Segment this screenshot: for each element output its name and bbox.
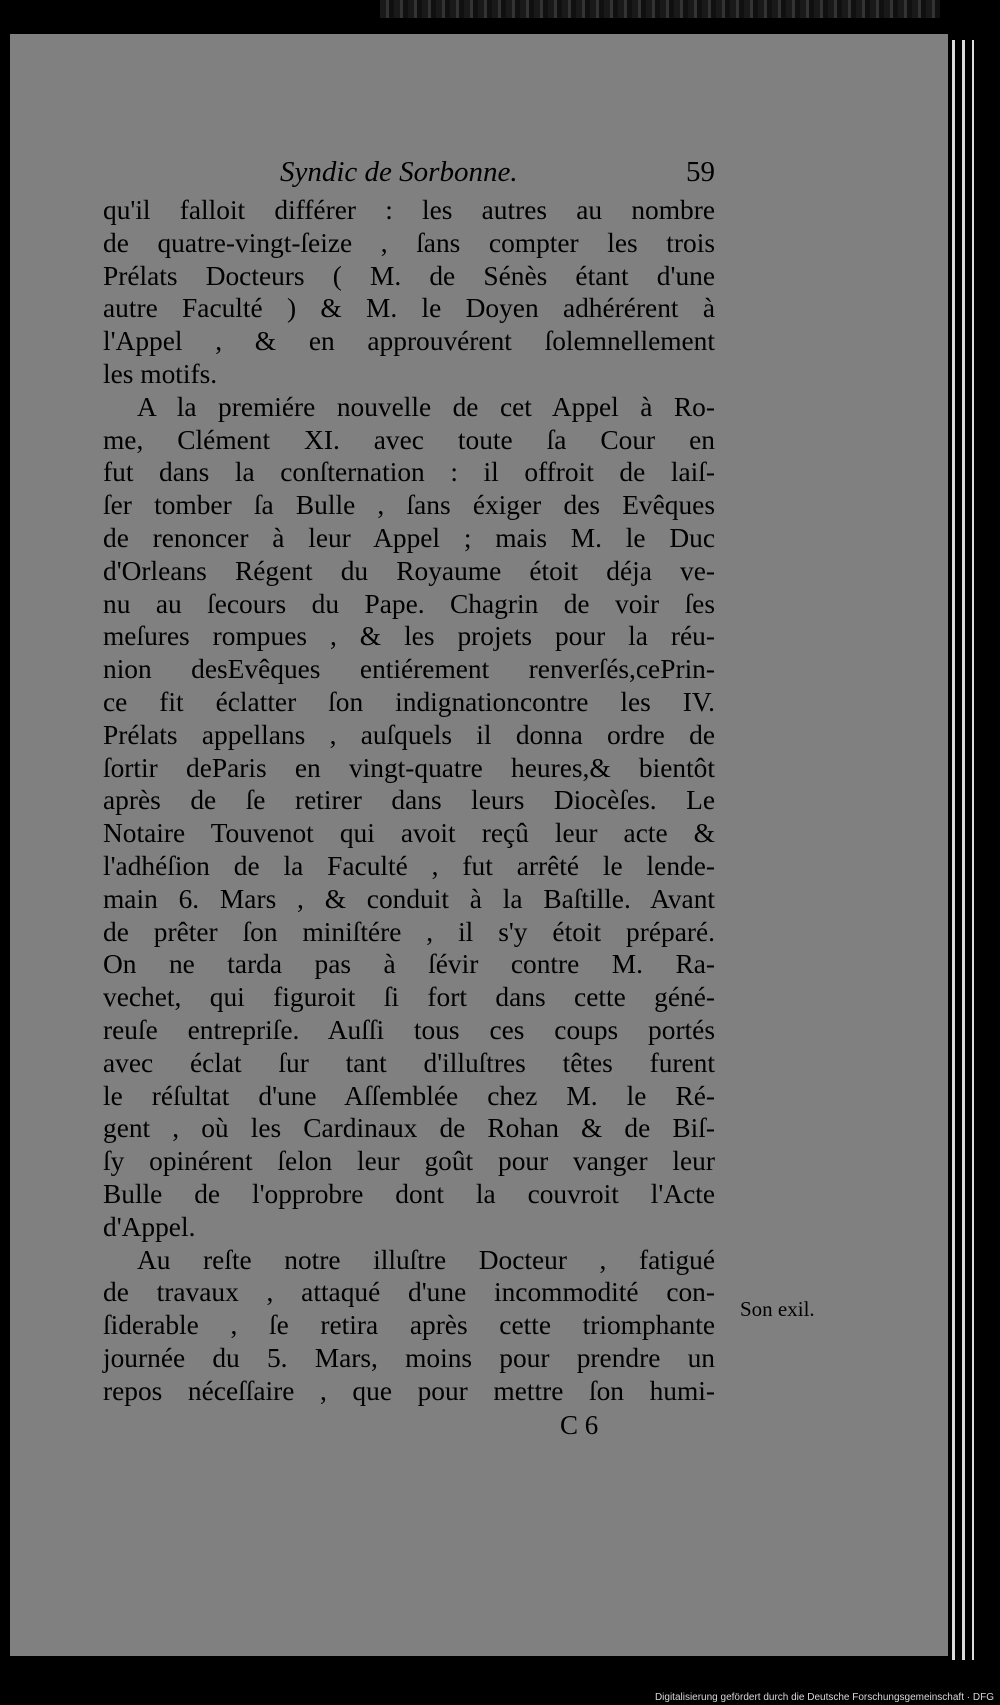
text-line: On ne tarda pas à ſévir contre M. Ra-	[103, 949, 715, 980]
text-line: gent , où les Cardinaux de Rohan & de Biſ-	[103, 1113, 715, 1144]
text-line: le réſultat d'une Aſſemblée chez M. le Ré-	[103, 1080, 715, 1111]
text-line: l'adhéſion de la Faculté , fut arrêté le lende-	[103, 850, 715, 881]
text-line: de quatre-vingt-ſeize , ſans compter les trois	[103, 227, 715, 258]
text-line: après de ſe retirer dans leurs Diocèſes. Le	[103, 785, 715, 816]
text-line: reuſe entrepriſe. Auſſi tous ces coups portés	[103, 1014, 715, 1045]
margin-note: Son exil.	[740, 1297, 815, 1321]
text-line: avec éclat ſur tant d'illuſtres têtes furent	[103, 1047, 715, 1078]
text-line: fut dans la conſternation : il offroit de laiſ-	[103, 457, 715, 488]
text-line: ce fit éclatter ſon indignationcontre les IV.	[103, 686, 715, 717]
text-line: d'Orleans Régent du Royaume étoit déja ve-	[103, 555, 715, 586]
text-line: meſures rompues , & les projets pour la réu-	[103, 621, 715, 652]
text-line: ſortir deParis en vingt-quatre heures,& bientôt	[103, 752, 715, 783]
text-line: Prélats appellans , auſquels il donna ordre de	[103, 719, 715, 750]
page-edge-line	[952, 40, 955, 1660]
text-line: l'Appel , & en approuvérent ſolemnellement	[103, 326, 715, 357]
running-header	[105, 156, 715, 196]
running-title: Syndic de Sorbonne.	[280, 156, 518, 188]
text-line: vechet, qui figuroit ſi fort dans cette géné-	[103, 982, 715, 1013]
body-text	[103, 194, 715, 1407]
text-line: me, Clément XI. avec toute ſa Cour en	[103, 424, 715, 455]
text-line: qu'il falloit différer : les autres au nombre	[103, 195, 715, 225]
text-line: de travaux , attaqué d'une incommodité con-	[103, 1277, 715, 1308]
text-line: ſer tomber ſa Bulle , ſans éxiger des Evêques	[103, 490, 715, 521]
text-line: autre Faculté ) & M. le Doyen adhérérent à	[103, 293, 715, 324]
text-line: Prélats Docteurs ( M. de Sénès étant d'une	[103, 260, 715, 291]
text-line: d'Appel.	[103, 1211, 196, 1242]
page-number: 59	[686, 156, 715, 188]
signature-mark: C 6	[560, 1410, 599, 1440]
text-line: Au reſte notre illuſtre Docteur , fatigué	[137, 1244, 715, 1275]
text-line: repos néceſſaire , que pour mettre ſon humi-	[103, 1375, 715, 1406]
scan-top-edge	[380, 0, 940, 18]
text-line: Notaire Touvenot qui avoit reçû leur acte &	[103, 818, 715, 849]
text-line: Bulle de l'opprobre dont la couvroit l'Acte	[103, 1178, 715, 1209]
page-edge-line	[972, 40, 974, 1660]
text-line: nion desEvêques entiérement renverſés,cePrin-	[103, 654, 715, 685]
text-line: main 6. Mars , & conduit à la Baſtille. Avant	[103, 883, 715, 914]
text-line: journée du 5. Mars, moins pour prendre un	[103, 1342, 715, 1373]
text-line: de renoncer à leur Appel ; mais M. le Duc	[103, 522, 715, 553]
page-edge-line	[962, 40, 965, 1660]
text-line: de prêter ſon miniſtére , il s'y étoit préparé.	[103, 916, 715, 947]
text-line: les motifs.	[103, 358, 218, 389]
text-line: A la premiére nouvelle de cet Appel à Ro-	[137, 391, 715, 422]
text-line: ſiderable , ſe retira après cette triomphante	[103, 1310, 715, 1341]
digitization-credit: Digitalisierung gefördert durch die Deutsche Forschungsgemeinschaft · DFG	[654, 1692, 994, 1703]
text-line: ſy opinérent ſelon leur goût pour vanger leur	[103, 1146, 715, 1177]
text-line: nu au ſecours du Pape. Chagrin de voir ſes	[103, 588, 715, 619]
